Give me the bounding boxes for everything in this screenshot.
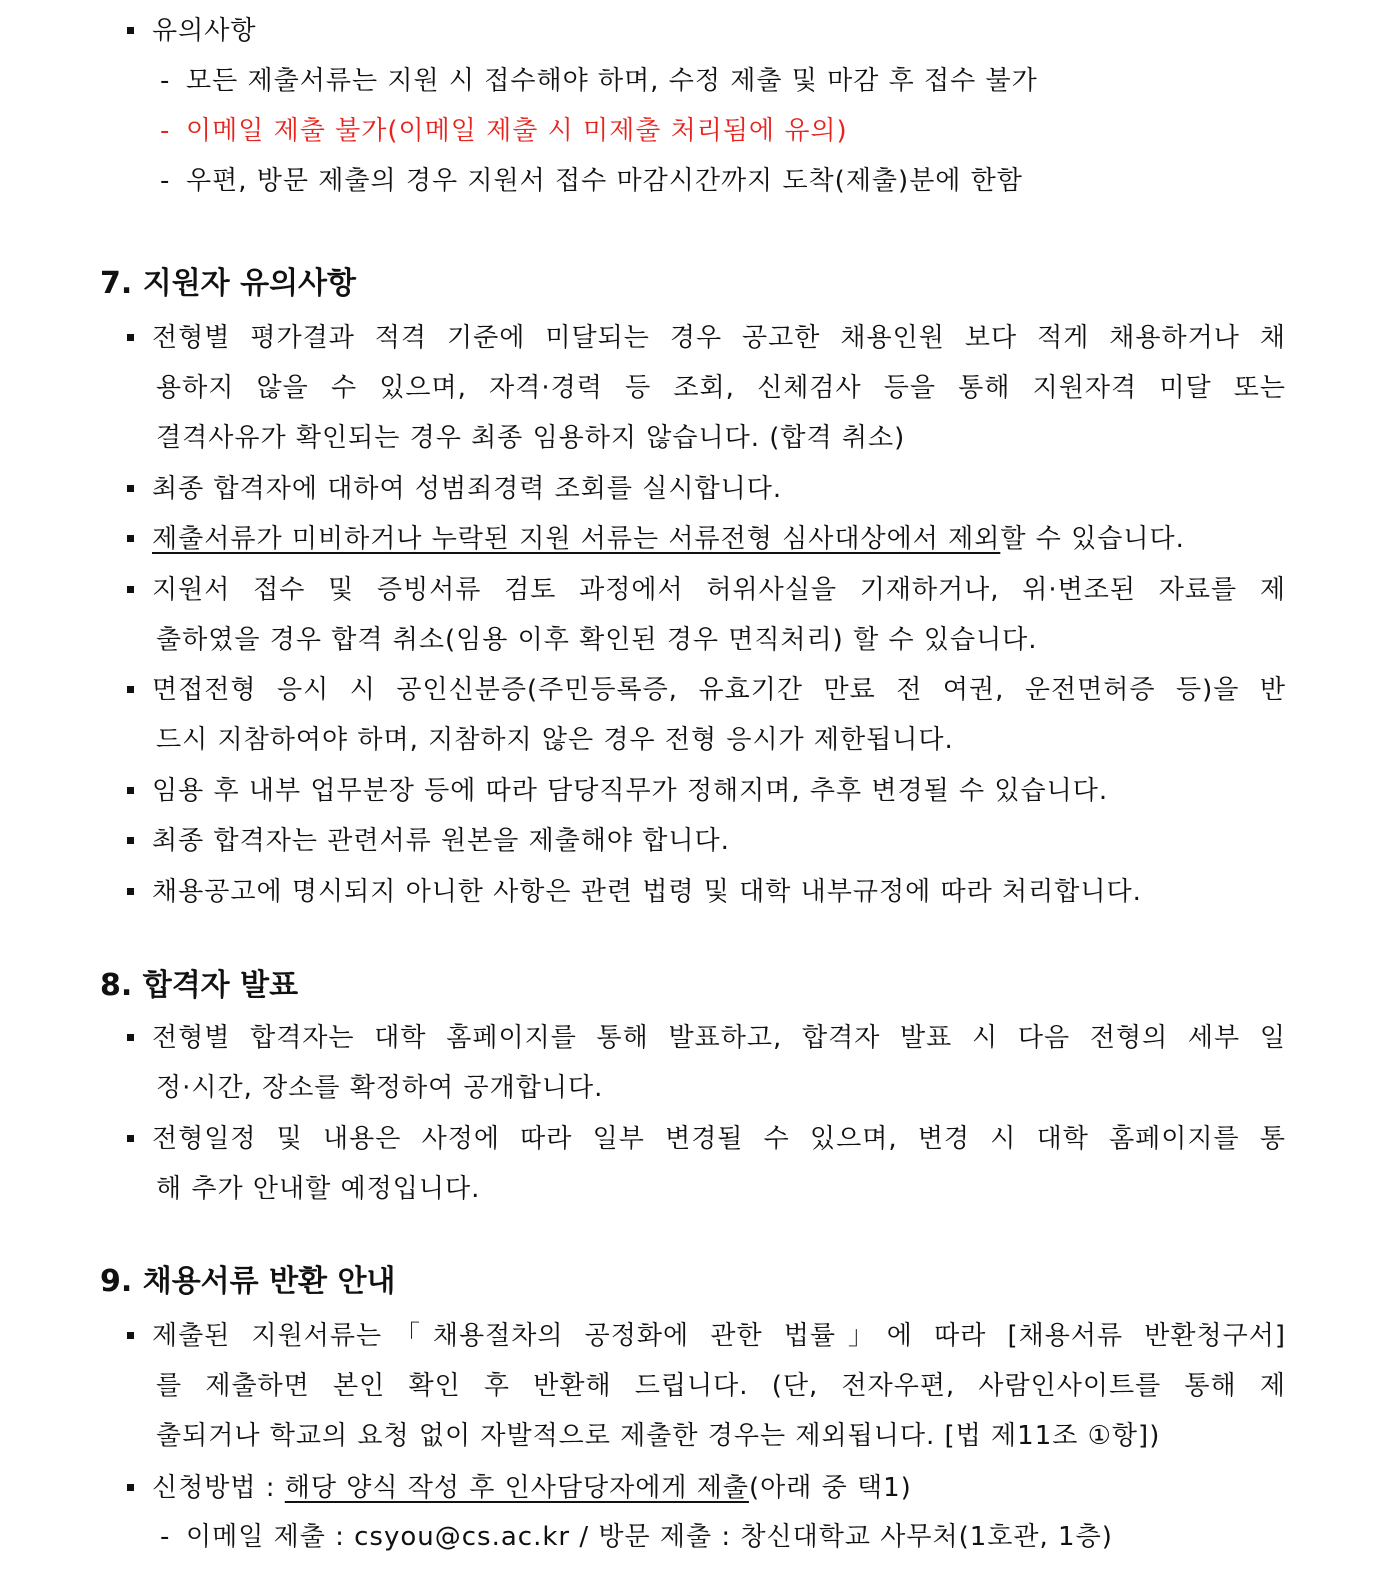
sec8-bullet-1-line-2: 정·시간, 장소를 확정하여 공개합니다. xyxy=(156,1073,604,1103)
bullet-marker xyxy=(127,1135,134,1142)
bullet-marker xyxy=(127,586,134,593)
sec7-bullet-4-line-1: 지원서 접수 및 증빙서류 검토 과정에서 허위사실을 기재하거나, 위·변조된 자료를 제 xyxy=(152,575,1286,605)
sec7-bullet-1-line-3: 결격사유가 확인되는 경우 최종 임용하지 않습니다. (합격 취소) xyxy=(156,423,906,453)
sec7-bullet-8: 채용공고에 명시되지 아니한 사항은 관련 법령 및 대학 내부규정에 따라 처리합니다. xyxy=(152,877,1142,907)
bullet-marker xyxy=(127,535,134,542)
bullet-marker xyxy=(127,837,134,844)
sec9-bullet-1-line-1: 제출된 지원서류는「채용절차의 공정화에 관한 법률」에 따라 [채용서류 반환청구서] xyxy=(152,1321,1286,1351)
section-7-heading: 7. 지원자 유의사항 xyxy=(100,266,357,301)
bullet-marker xyxy=(127,27,134,34)
notes-title: 유의사항 xyxy=(152,16,257,46)
sec8-bullet-2-line-2: 해 추가 안내할 예정입니다. xyxy=(156,1174,481,1204)
bullet-marker xyxy=(127,1484,134,1491)
note-mail-visit-deadline: - 우편, 방문 제출의 경우 지원서 접수 마감시간까지 도착(제출)분에 한함 xyxy=(160,166,1023,196)
note-email-not-allowed: - 이메일 제출 불가(이메일 제출 시 미제출 처리됨에 유의) xyxy=(160,116,848,146)
sec7-bullet-3: 제출서류가 미비하거나 누락된 지원 서류는 서류전형 심사대상에서 제외할 수 있습니다. xyxy=(152,524,1185,554)
bullet-marker xyxy=(127,1034,134,1041)
sec7-bullet-5-line-2: 드시 지참하여야 하며, 지참하지 않은 경우 전형 응시가 제한됩니다. xyxy=(156,725,954,755)
section-9-heading: 9. 채용서류 반환 안내 xyxy=(100,1264,396,1299)
sec7-bullet-1-line-1: 전형별 평가결과 적격 기준에 미달되는 경우 공고한 채용인원 보다 적게 채용하거나 채 xyxy=(152,323,1286,353)
bullet-marker xyxy=(127,485,134,492)
sec9-submission-methods: - 이메일 제출 : csyou@cs.ac.kr / 방문 제출 : 창신대학교 사무처(1호관, 1층) xyxy=(160,1522,1113,1552)
sec7-bullet-5-line-1: 면접전형 응시 시 공인신분증(주민등록증, 유효기간 만료 전 여권, 운전면허증 등)을 반 xyxy=(152,675,1286,705)
bullet-marker xyxy=(127,686,134,693)
underlined-text: 해당 양식 작성 후 인사담당자에게 제출 xyxy=(284,1473,749,1503)
bullet-marker xyxy=(127,1332,134,1339)
sec7-bullet-7: 최종 합격자는 관련서류 원본을 제출해야 합니다. xyxy=(152,826,730,856)
bullet-marker xyxy=(127,888,134,895)
sec9-bullet-1-line-3: 출되거나 학교의 요청 없이 자발적으로 제출한 경우는 제외됩니다. [법 제11조 ①항]) xyxy=(156,1421,1161,1451)
sec7-bullet-1-line-2: 용하지 않을 수 있으며, 자격·경력 등 조회, 신체검사 등을 통해 지원자격 미달 또는 xyxy=(156,373,1286,403)
note-submission-rule: - 모든 제출서류는 지원 시 접수해야 하며, 수정 제출 및 마감 후 접수 불가 xyxy=(160,66,1038,96)
sec7-bullet-2: 최종 합격자에 대하여 성범죄경력 조회를 실시합니다. xyxy=(152,474,783,504)
underlined-text: 제출서류가 미비하거나 누락된 지원 서류는 서류전형 심사대상에서 제외 xyxy=(152,524,1001,554)
sec8-bullet-1-line-1: 전형별 합격자는 대학 홈페이지를 통해 발표하고, 합격자 발표 시 다음 전형의 세부 일 xyxy=(152,1023,1286,1053)
section-8-heading: 8. 합격자 발표 xyxy=(100,968,299,1003)
sec7-bullet-6: 임용 후 내부 업무분장 등에 따라 담당직무가 정해지며, 추후 변경될 수 있습니다. xyxy=(152,776,1109,806)
sec7-bullet-4-line-2: 출하였을 경우 합격 취소(임용 이후 확인된 경우 면직처리) 할 수 있습니다. xyxy=(156,625,1038,655)
sec9-bullet-2: 신청방법 : 해당 양식 작성 후 인사담당자에게 제출(아래 중 택1) xyxy=(152,1473,912,1503)
bullet-marker xyxy=(127,334,134,341)
bullet-marker xyxy=(127,787,134,794)
sec9-bullet-1-line-2: 를 제출하면 본인 확인 후 반환해 드립니다. (단, 전자우편, 사람인사이트를 통해 제 xyxy=(156,1371,1286,1401)
sec8-bullet-2-line-1: 전형일정 및 내용은 사정에 따라 일부 변경될 수 있으며, 변경 시 대학 홈페이지를 통 xyxy=(152,1124,1286,1154)
